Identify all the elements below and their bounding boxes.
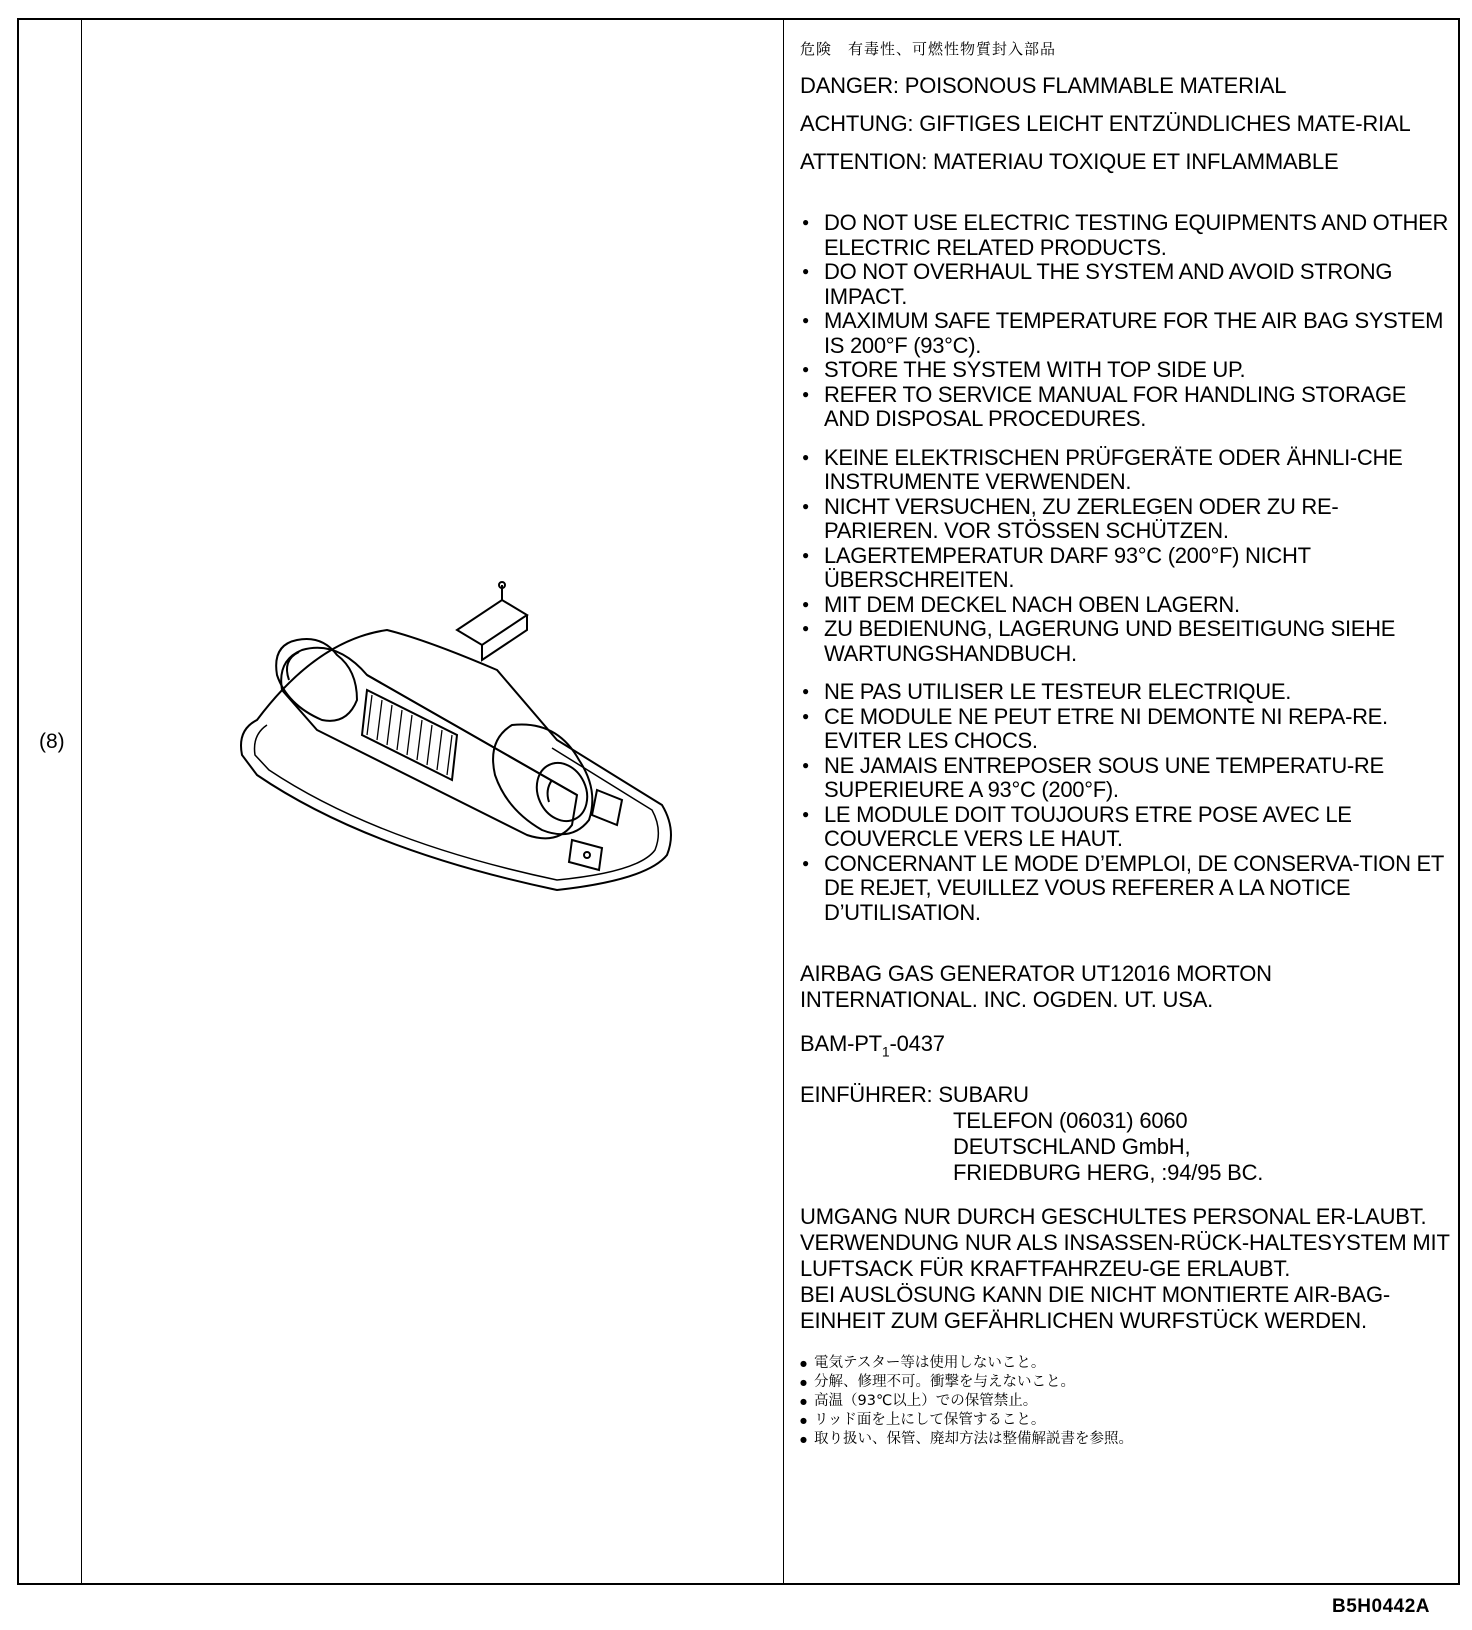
bullet-de: ● NICHT VERSUCHEN, ZU ZERLEGEN ODER ZU RE-PARIEREN. VOR STÖSSEN SCHÜTZEN. [800, 495, 1450, 544]
importer-line: DEUTSCHLAND GmbH, [953, 1134, 1191, 1160]
danger-de: ACHTUNG: GIFTIGES LEICHT ENTZÜNDLICHES MATE-RIAL [800, 111, 1411, 136]
importer-label: EINFÜHRER: [800, 1082, 933, 1108]
importer-line: FRIEDBURG HERG, :94/95 BC. [953, 1160, 1264, 1186]
bullets-en [800, 211, 1450, 432]
bullet-en: ● DO NOT OVERHAUL THE SYSTEM AND AVOID STRONG IMPACT. [800, 260, 1450, 309]
handling-de-2: BEI AUSLÖSUNG KANN DIE NICHT MONTIERTE AIR-BAG-EINHEIT ZUM GEFÄHRLICHEN WURFSTÜCK WERDEN. [800, 1282, 1391, 1334]
figure-column [82, 20, 784, 1583]
bullet-fr: ● CONCERNANT LE MODE D’EMPLOI, DE CONSERVA-TION ET DE REJET, VEUILLEZ VOUS REFERER A LA NOTICE D’UTILISATION. [800, 852, 1450, 926]
bullet-en: ● MAXIMUM SAFE TEMPERATURE FOR THE AIR BAG SYSTEM IS 200°F (93°C). [800, 309, 1450, 358]
item-number-column [19, 20, 82, 1583]
bullet-en: ● REFER TO SERVICE MANUAL FOR HANDLING STORAGE AND DISPOSAL PROCEDURES. [800, 383, 1450, 432]
bullets-jp [800, 1354, 1450, 1449]
bullet-fr: ● CE MODULE NE PEUT ETRE NI DEMONTE NI REPA-RE. EVITER LES CHOCS. [800, 705, 1450, 754]
importer-line: TELEFON (06031) 6060 [953, 1108, 1188, 1134]
bullet-jp: ● 高温（93℃以上）での保管禁止。 [800, 1392, 1450, 1411]
gas-generator-info: AIRBAG GAS GENERATOR UT12016 MORTON INTERNATIONAL. INC. OGDEN. UT. USA. [800, 961, 1272, 1012]
danger-fr: ATTENTION: MATERIAU TOXIQUE ET INFLAMMABLE [800, 149, 1339, 174]
bullet-de: ● MIT DEM DECKEL NACH OBEN LAGERN. [800, 593, 1450, 618]
jp-danger-title: 危険 有毒性、可燃性物質封入部品 [800, 40, 1057, 58]
bam-suffix: -0437 [889, 1031, 945, 1056]
airbag-module-illustration [227, 580, 707, 910]
item-number: (8) [39, 730, 65, 753]
bullet-jp: ● リッド面を上にして保管すること。 [800, 1411, 1450, 1430]
bam-sub: 1 [881, 1043, 890, 1060]
handling-de-1: UMGANG NUR DURCH GESCHULTES PERSONAL ER-LAUBT. VERWENDUNG NUR ALS INSASSEN-RÜCK-HALTESYSTEM MIT LUFTSACK FÜR KRAFTFAHRZEU-GE ERLAUBT. [800, 1204, 1450, 1282]
bullets-fr [800, 680, 1450, 925]
bam-code [800, 1031, 1450, 1064]
bullet-en: ● DO NOT USE ELECTRIC TESTING EQUIPMENTS AND OTHER ELECTRIC RELATED PRODUCTS. [800, 211, 1450, 260]
danger-en: DANGER: POISONOUS FLAMMABLE MATERIAL [800, 73, 1287, 98]
bullet-fr: ● NE JAMAIS ENTREPOSER SOUS UNE TEMPERATU-RE SUPERIEURE A 93°C (200°F). [800, 754, 1450, 803]
bullet-de: ● KEINE ELEKTRISCHEN PRÜFGERÄTE ODER ÄHNLI-CHE INSTRUMENTE VERWENDEN. [800, 446, 1450, 495]
bullet-en: ● STORE THE SYSTEM WITH TOP SIDE UP. [800, 358, 1450, 383]
bullets-de [800, 446, 1450, 667]
bullet-fr: ● NE PAS UTILISER LE TESTEUR ELECTRIQUE. [800, 680, 1450, 705]
bam-prefix: BAM-PT [800, 1031, 882, 1056]
bullet-jp: ● 取り扱い、保管、廃却方法は整備解説書を参照。 [800, 1430, 1450, 1449]
figure-code: B5H0442A [1332, 1596, 1430, 1617]
label-table [17, 18, 1460, 1585]
bullet-de: ● LAGERTEMPERATUR DARF 93°C (200°F) NICHT ÜBERSCHREITEN. [800, 544, 1450, 593]
bullet-jp: ● 電気テスター等は使用しないこと。 [800, 1354, 1450, 1373]
bullet-fr: ● LE MODULE DOIT TOUJOURS ETRE POSE AVEC LE COUVERCLE VERS LE HAUT. [800, 803, 1450, 852]
bullet-de: ● ZU BEDIENUNG, LAGERUNG UND BESEITIGUNG SIEHE WARTUNGSHANDBUCH. [800, 617, 1450, 666]
warning-label-text [784, 20, 1458, 1583]
bullet-jp: ● 分解、修理不可。衝撃を与えないこと。 [800, 1373, 1450, 1392]
importer-line: SUBARU [938, 1082, 1029, 1108]
importer-block [800, 1082, 1450, 1186]
